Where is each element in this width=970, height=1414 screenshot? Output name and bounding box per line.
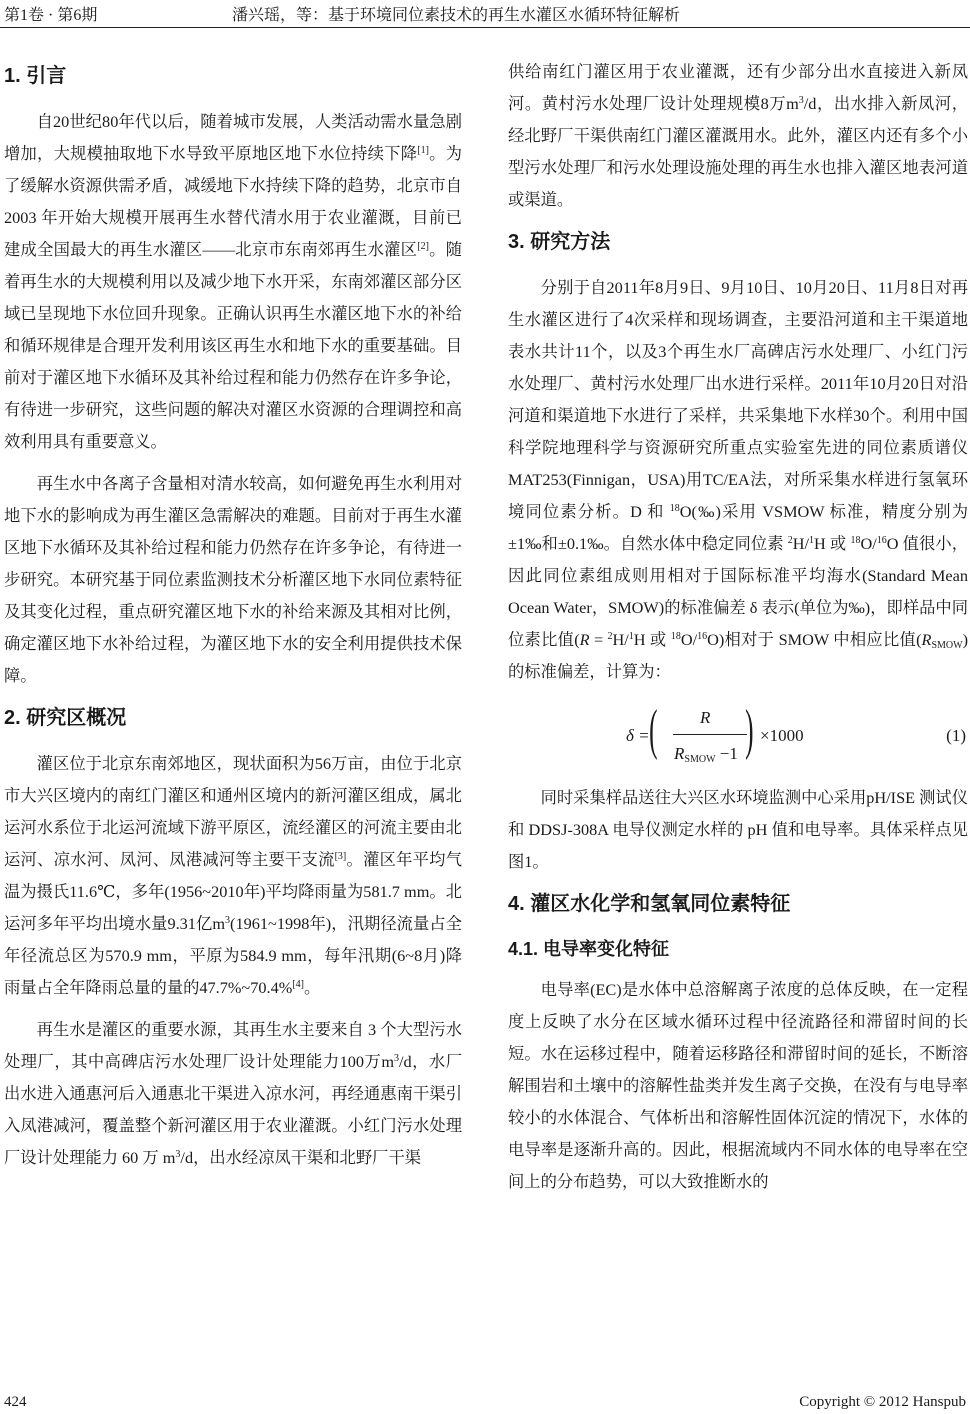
superscript: 1 [628, 631, 634, 642]
italic-variable: R [921, 630, 932, 649]
denominator-subscript: SMOW [684, 754, 716, 765]
superscript: [2] [417, 241, 429, 252]
denominator-rest: −1 [715, 744, 738, 763]
text-run: /d，水厂出水进入通惠河后入通惠北干渠进入凉水河，再经通惠南干渠引入凤港减河，覆盖整个新河灌区用于农业灌溉。小红门污水处理厂设计处理能力 60 万 m [4, 1052, 462, 1167]
superscript: 3 [798, 95, 804, 106]
paragraph [4, 468, 462, 692]
denominator-var: R [674, 744, 685, 763]
text-run: 分别于自2011年8月9日、9月10日、10月20日、11月8日对再生水灌区进行了4次采样和现场调查，主要沿河道和主干渠道地表水共计11个，以及3个再生水厂高碑店污水处理厂、小红门污水处理厂、黄村污水处理厂出水进行采样。2011年10月20日对沿河道和渠道地下水进行了采样，共采集地下水样30个。利用中国科学院地理科学与资源研究所重点实验室先进的同位素质谱仪 MAT253(Finnigan，USA)用TC/EA法，对所采集水样进行氢氧环境同位素分析。D 和 [508, 278, 968, 521]
equation [508, 698, 968, 774]
fraction-bar [673, 734, 747, 735]
text-run: 再生水中各离子含量相对清水较高，如何避免再生水利用对地下水的影响成为再生灌区急需解决的难题。目前对于再生水灌区地下水循环及其补给过程和能力仍然存在许多争论，有待进一步研究。本研究基于同位素监测技术分析灌区地下水同位素特征及其变化过程，重点研究灌区地下水的补给来源及其相对比例，确定灌区地下水补给过程，为灌区地下水的安全利用提供技术保障。 [4, 474, 462, 685]
superscript: 3 [225, 915, 231, 926]
left-paren: ( [649, 699, 658, 761]
running-title: 潘兴瑶，等：基于环境同位素技术的再生水灌区水循环特征解析 [232, 7, 681, 24]
text-run: 自20世纪80年代以后，随着城市发展，人类活动需水量急剧增加，大规模抽取地下水导致平原地区地下水位持续下降 [4, 112, 462, 163]
copyright: Copyright © 2012 Hanspub [799, 1394, 966, 1410]
equation-lhs: δ = [626, 726, 650, 745]
paragraph [508, 272, 968, 688]
superscript: 16 [697, 631, 708, 642]
right-paren: ) [745, 699, 754, 761]
superscript: 1 [809, 535, 815, 546]
superscript: [3] [334, 851, 347, 862]
superscript: 2 [607, 631, 613, 642]
running-header [0, 0, 970, 28]
paragraph [4, 748, 462, 1004]
text-run: H/ [792, 534, 810, 553]
text-run: H 或 [633, 630, 671, 649]
text-run: )的标准偏差，计算为： [508, 630, 968, 681]
paragraph [508, 56, 968, 216]
text-run: 。灌区年平均气温为摄氏11.6℃，多年(1956~2010年)平均降雨量为581.7 mm。北运河多年平均出境水量9.31亿m [4, 850, 462, 933]
text-run: 。为了缓解水资源供需矛盾，减缓地下水持续下降的趋势，北京市自 2003 年开始大规模开展再生水替代清水用于农业灌溉，目前已建成全国最大的再生水灌区——北京市东南郊再生水灌区 [4, 144, 462, 259]
text-run: 电导率(EC)是水体中总溶解离子浓度的总体反映，在一定程度上反映了水分在区域水循环过程中径流路径和滞留时间的长短。水在运移过程中，随着运移路径和滞留时间的延长，不断溶解围岩和土壤中的溶解性盐类并发生离子交换，在没有与电导率较小的水体混合、气体析出和溶解性固体沉淀的情况下，水体的电导率是逐渐升高的。因此，根据流域内不同水体的电导率在空间上的分布趋势，可以大致推断水的 [508, 980, 968, 1191]
text-run: 再生水是灌区的重要水源，其再生水主要来自 3 个大型污水处理厂，其中高碑店污水处理厂设计处理能力100万m [4, 1020, 462, 1071]
left-column [4, 56, 462, 1184]
superscript: 18 [850, 535, 861, 546]
text-run: 供给南红门灌区用于农业灌溉，还有少部分出水直接进入新凤河。黄村污水处理厂设计处理规模8万m [508, 62, 968, 113]
superscript: 16 [876, 535, 887, 546]
text-run: O 值很小，因此同位素组成则用相对于国际标准平均海水(Standard Mean Ocean Water，SMOW)的标准偏差 δ 表示(单位为‰)，即样品中同位素比值( [508, 534, 968, 649]
text-run: H/ [612, 630, 629, 649]
paragraph [508, 782, 968, 878]
text-run: /d，出水排入新凤河，经北野厂干渠供南红门灌区灌溉用水。此外，灌区内还有多个小型污水处理厂和污水处理设施处理的再生水也排入灌区地表河道或渠道。 [508, 94, 968, 209]
text-run: /d，出水经凉凤干渠和北野厂干渠 [180, 1148, 422, 1167]
paragraph [4, 1014, 462, 1174]
equation-numerator: R [700, 708, 711, 727]
journal-volume: 第1卷 · 第6期 [4, 7, 98, 24]
equation-multiplier: ×1000 [760, 726, 804, 745]
text-run: 灌区位于北京东南郊地区，现状面积为56万亩，由位于北京市大兴区境内的南红门灌区和通州区境内的新河灌区组成，属北运河水系位于北运河流域下游平原区，流经灌区的河流主要由北运河、凉水河、凤河、凤港减河等主要干支流 [4, 754, 462, 869]
equation-number: (1) [946, 726, 966, 745]
text-run: 。随着再生水的大规模利用以及减少地下水开采，东南郊灌区部分区域已呈现地下水位回升现象。正确认识再生水灌区地下水的补给和循环规律是合理开发利用该区再生水和地下水的重要基础。目前对于灌区地下水循环及其补给过程和能力仍然存在许多争论，有待进一步研究，这些问题的解决对灌区水资源的合理调控和高效利用具有重要意义。 [4, 240, 462, 451]
text-run: H 或 [814, 534, 851, 553]
text-run: O/ [860, 534, 877, 553]
section-heading: 4. 灌区水化学和氢氧同位素特征 [508, 893, 791, 915]
section-heading: 2. 研究区概况 [4, 707, 127, 729]
subsection-heading: 4.1. 电导率变化特征 [508, 939, 670, 959]
text-run: = [589, 630, 608, 649]
paragraph [508, 974, 968, 1198]
superscript: 18 [670, 631, 681, 642]
superscript: 2 [787, 535, 793, 546]
text-run: O)相对于 SMOW 中相应比值( [707, 630, 922, 649]
text-run: O/ [680, 630, 698, 649]
text-run: (1961~1998年)，汛期径流量占全年径流总区为570.9 mm，平原为584.9 mm，每年汛期(6~8月)降雨量占全年降雨总量的量的47.7%~70.4% [4, 914, 462, 997]
text-run: 同时采集样品送往大兴区水环境监测中心采用pH/ISE 测试仪和 DDSJ-308A 电导仪测定水样的 pH 值和电导率。具体采样点见图1。 [508, 788, 968, 871]
text-run: 。 [303, 978, 321, 997]
superscript: 3 [393, 1053, 399, 1064]
superscript: [1] [417, 145, 429, 156]
superscript: 18 [669, 503, 680, 514]
superscript: [4] [292, 979, 304, 990]
paragraph [4, 106, 462, 458]
italic-variable: R [579, 630, 590, 649]
equation-denominator [674, 738, 738, 770]
right-column [508, 56, 968, 1208]
page-number: 424 [4, 1394, 27, 1410]
superscript: 3 [175, 1149, 181, 1160]
subscript: SMOW [931, 640, 963, 651]
text-run: O(‰)采用 VSMOW 标准，精度分别为±1‰和±0.1‰。自然水体中稳定同位素 [508, 502, 968, 553]
section-heading: 1. 引言 [4, 65, 67, 87]
section-heading: 3. 研究方法 [508, 231, 611, 253]
